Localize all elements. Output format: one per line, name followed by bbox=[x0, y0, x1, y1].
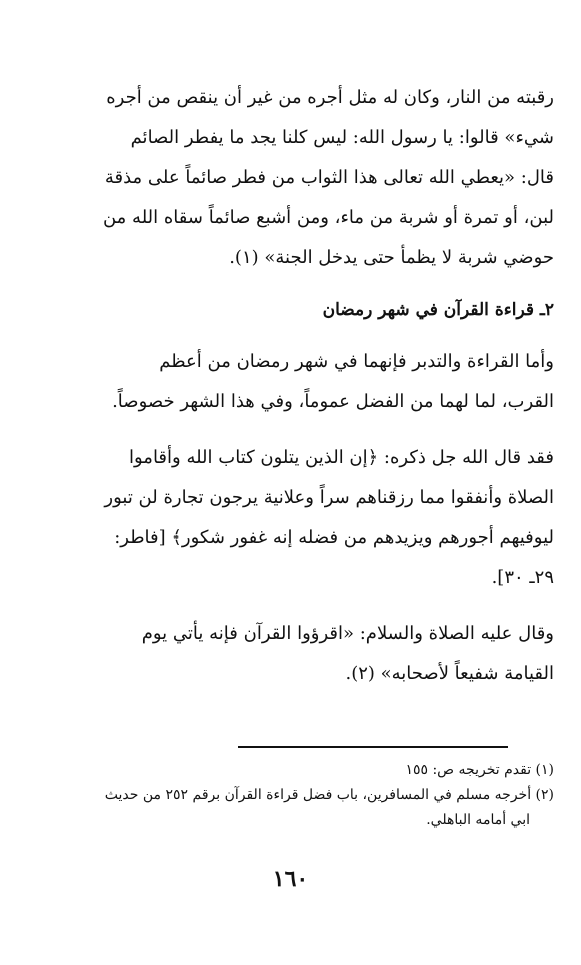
text-line: وأما القراءة والتدبر فإنهما في شهر رمضان من أعظم bbox=[159, 351, 554, 372]
section-heading: ٢ـ قراءة القرآن في شهر رمضان bbox=[322, 300, 554, 320]
paragraph-quran-verse bbox=[32, 438, 554, 598]
footnote-2-continuation: ابي أمامه الباهلي. bbox=[426, 812, 530, 828]
text-line: الصلاة وأنفقوا مما رزقناهم سراً وعلانية يرجون تجارة لن تبور bbox=[104, 487, 554, 508]
text-line: وقال عليه الصلاة والسلام: «اقرؤوا القرآن فإنه يأتي يوم bbox=[141, 623, 554, 644]
paragraph-hadith bbox=[32, 614, 554, 694]
text-line: قال: «يعطي الله تعالى هذا الثواب من فطر صائماً على مذقة bbox=[104, 167, 554, 188]
footnotes bbox=[38, 758, 554, 833]
footnote-2: (٢) أخرجه مسلم في المسافرين، باب فضل قراءة القرآن برقم ٢٥٢ من حديث bbox=[104, 787, 554, 803]
text-line: ٢٩ـ ٣٠]. bbox=[491, 567, 554, 588]
text-line: القرب، لما لهما من الفضل عموماً، وفي هذا الشهر خصوصاً. bbox=[112, 391, 554, 412]
paragraph-recitation bbox=[32, 342, 554, 422]
page-number: ١٦٠ bbox=[272, 866, 309, 892]
footnote-divider bbox=[238, 746, 508, 748]
text-line: ليوفيهم أجورهم ويزيدهم من فضله إنه غفور شكور﴾ [فاطر: bbox=[114, 527, 554, 548]
page-body bbox=[32, 78, 554, 694]
footnote-1: (١) تقدم تخريجه ص: ١٥٥ bbox=[405, 762, 554, 778]
text-line: القيامة شفيعاً لأصحابه» (٢). bbox=[345, 663, 554, 684]
paragraph-gap bbox=[32, 598, 554, 614]
paragraph-iftar-reward bbox=[32, 78, 554, 278]
text-line: لبن، أو تمرة أو شربة من ماء، ومن أشبع صائماً سقاه الله من bbox=[102, 207, 554, 228]
paragraph-gap bbox=[32, 422, 554, 438]
text-line: رقبته من النار، وكان له مثل أجره من غير أن ينقص من أجره bbox=[106, 87, 554, 108]
text-line: فقد قال الله جل ذكره: ﴿إن الذين يتلون كتاب الله وأقاموا bbox=[129, 447, 554, 468]
text-line: شيء» قالوا: يا رسول الله: ليس كلنا يجد ما يفطر الصائم bbox=[130, 127, 554, 148]
text-line: حوضي شربة لا يظمأ حتى يدخل الجنة» (١). bbox=[229, 247, 554, 268]
